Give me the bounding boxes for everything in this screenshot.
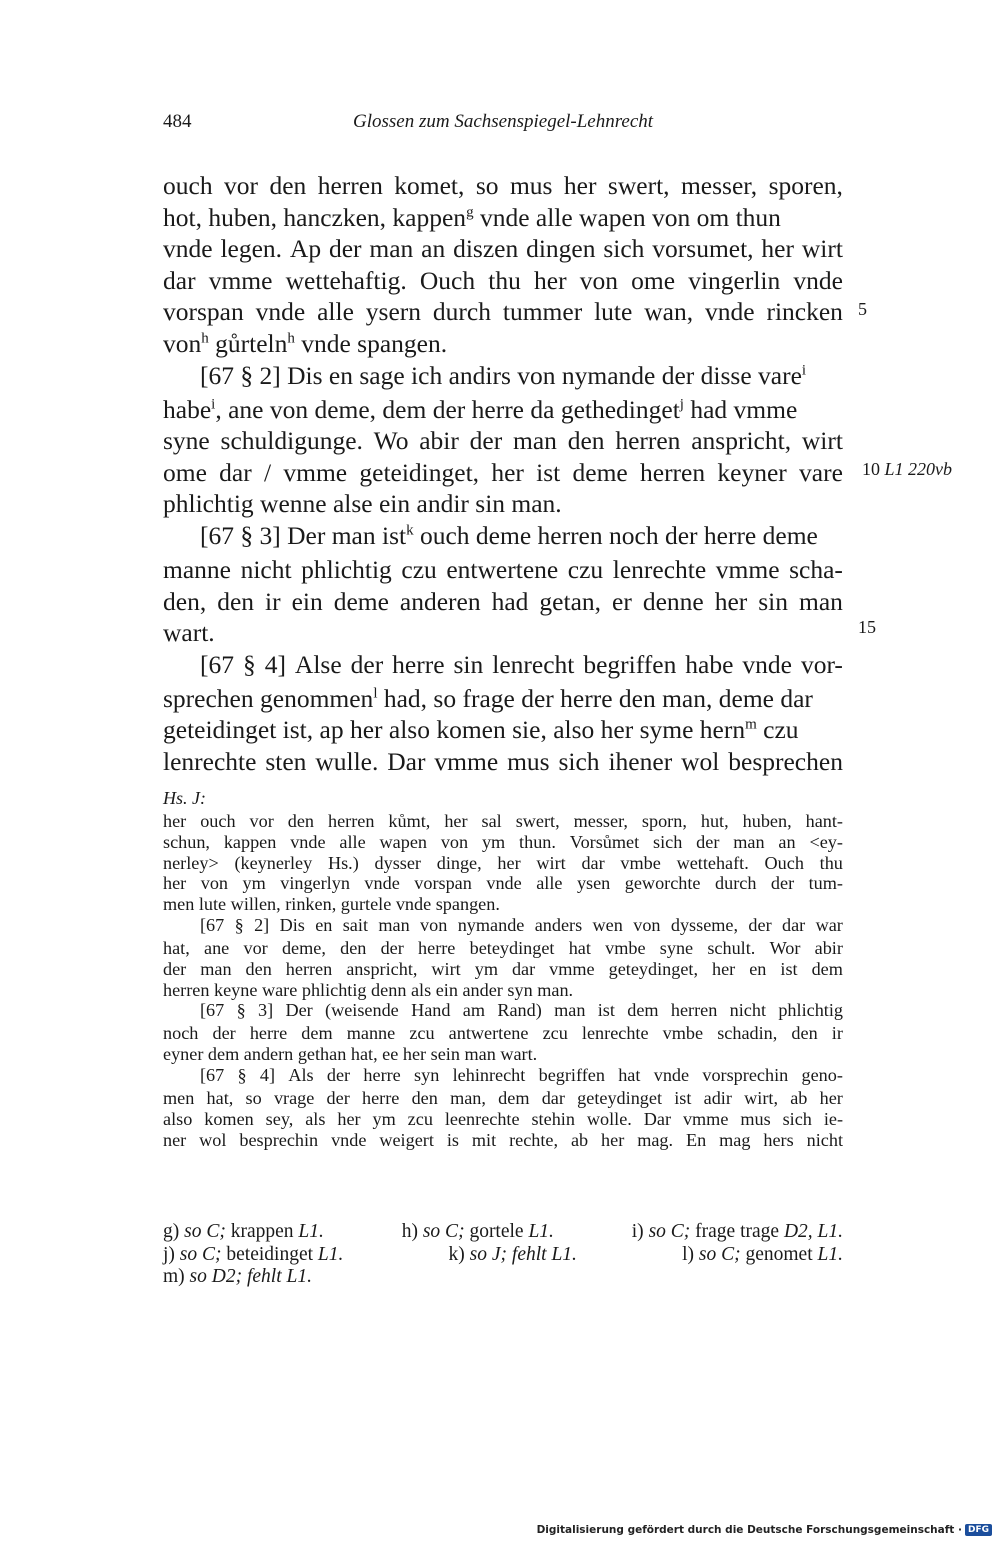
note-marker: g	[466, 204, 474, 221]
text-line: her von ym vingerlyn vnde vorspan vnde alle ysen geworchte durch der tum-	[163, 873, 843, 894]
running-title: Glossen zum Sachsenspiegel-Lehnrecht	[353, 111, 654, 132]
footnote-k: k) so J; fehlt L1.	[448, 1243, 577, 1265]
text-line: geteidinget ist, ap her also komen sie, also her syme hern$^m$ czu	[163, 715, 799, 745]
text-line: ome dar / vmme geteidinget, her ist deme herren keyner vare	[163, 457, 843, 487]
text-line: phlichtig wenne alse ein andir sin man.	[163, 489, 562, 519]
text-line: noch der herre dem manne zcu antwertene zcu lenrechte vmbe schadin, den ir	[163, 1023, 843, 1044]
footnote-h: h) so C; gortele L1.	[401, 1221, 554, 1242]
text-line: von$^h$ gůrteln$^h$ vnde spangen.	[163, 328, 448, 358]
text-line: den, den ir ein deme anderen had getan, er denne her sin man	[163, 586, 843, 616]
text-line: [67 § 4] Alse der herre sin lenrecht begriffen habe vnde vor-	[200, 649, 843, 679]
note-marker: h	[287, 330, 295, 347]
text-line: schun, kappen vnde alle wapen von ym thun. Vorsůmet sich der man an <ey-	[163, 831, 843, 852]
text-line: sprechen genommen$^l$ had, so frage der herre den man, deme dar	[163, 683, 813, 713]
note-marker: l	[373, 685, 378, 702]
line-number: 10	[862, 459, 880, 479]
text-line: lenrechte sten wulle. Dar vmme mus sich ihener wol besprechen	[163, 746, 843, 776]
folio-reference: L1 220vb	[884, 459, 952, 479]
footnotes	[163, 1221, 843, 1289]
text-line: habe$^i$, ane von deme, dem der herre da gethedinget$^j$ had vmme	[163, 394, 798, 424]
text-line: [67 § 4] Als der herre syn lehinrecht begriffen hat vnde vorsprechin geno-	[200, 1064, 843, 1085]
note-marker: k	[406, 522, 414, 539]
footnote-m: m) so D2; fehlt L1.	[163, 1266, 312, 1288]
note-marker: i	[801, 362, 807, 379]
text-line: manne nicht phlichtig czu entwertene czu lenrechte vmme scha-	[163, 554, 843, 584]
text-line: [67 § 2] Dis en sage ich andirs von nymande der disse vare$^i$	[200, 360, 807, 390]
note-marker: m	[745, 716, 757, 733]
note-marker: j	[679, 396, 684, 413]
text-line: nerley> (keynerley Hs.) dysser dinge, her wirt dar vmbe wettehaft. Ouch thu	[163, 852, 843, 873]
text-line: dar vmme wettehaftig. Ouch thu her von ome vingerlin vnde	[163, 265, 843, 295]
main-text	[163, 170, 843, 778]
text-line: also komen sey, als her ym zcu leenrechte stehin wolle. Dar vmme mus sich ie-	[163, 1108, 843, 1129]
footer-credit: Digitalisierung gefördert durch die Deutsche Forschungsgemeinschaft · DFG	[537, 1524, 992, 1536]
dfg-logo: DFG	[965, 1524, 992, 1536]
text-line: syne schuldigunge. Wo abir der man den herren anspricht, wirt	[163, 426, 843, 456]
text-line: ner wol besprechin vnde weigert is mit rechte, ab her mag. En mag hers nicht	[163, 1129, 843, 1150]
manuscript-text	[163, 811, 843, 1150]
footnote-j: j) so C; beteidinget L1.	[163, 1243, 344, 1265]
footnote-l: l) so C; genomet L1.	[682, 1243, 843, 1265]
text-line: ouch vor den herren komet, so mus her swert, messer, sporen,	[163, 171, 843, 200]
margin-line-ref	[862, 459, 952, 480]
text-line: vorspan vnde alle ysern durch tummer lute wan, vnde rincken	[163, 297, 843, 327]
text-line: men hat, so vrage der herre den man, dem dar geteydinget ist adir wirt, ab her	[163, 1087, 843, 1108]
footnote-i: i) so C; frage trage D2, L1.	[631, 1221, 843, 1242]
manuscript-label: Hs. J:	[163, 788, 206, 808]
text-line: [67 § 3] Der (weisende Hand am Rand) man ist dem herren nicht phlichtig	[200, 1000, 843, 1021]
text-line: hat, ane vor deme, den der herre beteydinget hat vmbe syne schult. Wor abir	[163, 937, 843, 958]
text-line: der man den herren anspricht, wirt ym dar vmme geteydinget, her en ist dem	[163, 958, 843, 979]
text-line: eyner dem andern gethan hat, ee her sein man wart.	[163, 1044, 538, 1065]
page-number: 484	[163, 111, 192, 132]
text-line: [67 § 3] Der man ist$^k$ ouch deme herren noch der herre deme	[200, 520, 818, 550]
line-number: 15	[858, 617, 876, 637]
line-number: 5	[858, 299, 867, 319]
text-line: vnde legen. Ap der man an diszen dingen sich vorsumet, her wirt	[163, 234, 843, 264]
text-line: herren keyne ware phlichtig denn als ein ander syn man.	[163, 979, 574, 1000]
note-marker: h	[201, 330, 209, 347]
text-line: [67 § 2] Dis en sait man von nymande anders wen von dysseme, der dar war	[200, 914, 843, 935]
text-line: hot, huben, hanczken, kappen$^g$ vnde alle wapen von om thun	[163, 202, 781, 232]
footnote-g: g) so C; krappen L1.	[163, 1221, 324, 1242]
text-line: her ouch vor den herren kůmt, her sal swert, messer, sporn, hut, huben, hant-	[163, 811, 843, 831]
note-marker: i	[211, 396, 216, 413]
text-line: wart.	[163, 618, 215, 648]
text-line: men lute willen, rinken, gurtele vnde spangen.	[163, 894, 500, 915]
